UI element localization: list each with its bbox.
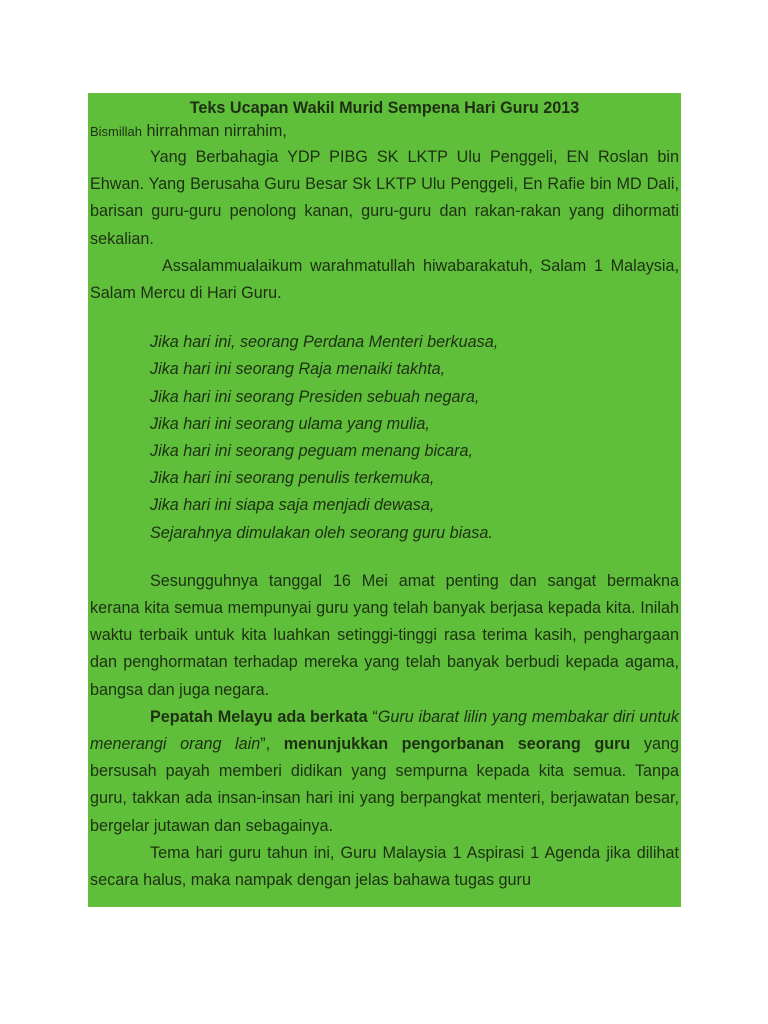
salutation: [90, 119, 679, 144]
salutation-bismillah: Bismillah: [90, 124, 143, 139]
document-page: [88, 93, 681, 907]
poem-line: Jika hari ini seorang Raja menaiki takhta,: [150, 360, 446, 379]
document-body: [90, 97, 679, 894]
pepatah-rest: yang bersusah payah memberi didikan yang sempurna kepada kita semua. Tanpa guru, takkan ada insan-insan hari ini yang berpangkat menteri, berjawatan besar, bergelar jutawan dan sebagainya.: [90, 735, 679, 835]
quote-open: “: [367, 707, 378, 726]
pepatah-quote: Guru ibarat lilin yang membakar diri untuk menerangi orang lain: [90, 707, 680, 754]
paragraph-salam: Assalammualaikum warahmatullah hiwabarakatuh, Salam 1 Malaysia, Salam Mercu di Hari Guru.: [90, 256, 679, 303]
poem-line: Jika hari ini seorang Presiden sebuah negara,: [150, 387, 480, 406]
salutation-rest: hirrahman nirrahim,: [142, 122, 287, 140]
document-title: Teks Ucapan Wakil Murid Sempena Hari Guru 2013: [189, 99, 580, 117]
paragraph-tema: Tema hari guru tahun ini, Guru Malaysia 1 Aspirasi 1 Agenda jika dilihat secara halus, maka nampak dengan jelas bahawa tugas guru: [90, 843, 679, 890]
paragraph-tanggal: Sesungguhnya tanggal 16 Mei amat penting dan sangat bermakna kerana kita semua mempunyai guru yang telah banyak berjasa kepada kita. Inilah waktu terbaik untuk kita luahkan setinggi-tinggi rasa terima kasih, penghargaan dan penghormatan terhadap mereka yang telah banyak berbudi kepada agama, bangsa dan juga negara.: [90, 571, 679, 699]
paragraph-pepatah: [90, 704, 679, 840]
pepatah-emphasis: menunjukkan pengorbanan seorang guru: [270, 735, 631, 754]
poem-line: Sejarahnya dimulakan oleh seorang guru biasa.: [150, 523, 493, 542]
quote-close: ”,: [260, 735, 271, 754]
paragraph-greeting: Yang Berbahagia YDP PIBG SK LKTP Ulu Penggeli, EN Roslan bin Ehwan. Yang Berusaha Guru Besar Sk LKTP Ulu Penggeli, En Rafie bin MD Dali, barisan guru-guru penolong kanan, guru-guru dan rakan-rakan yang dihormati sekalian.: [90, 148, 679, 248]
pepatah-intro: Pepatah Melayu ada berkata: [150, 707, 368, 726]
poem-line: Jika hari ini seorang peguam menang bicara,: [150, 442, 474, 461]
poem-line: Jika hari ini seorang ulama yang mulia,: [150, 414, 430, 433]
poem-line: Jika hari ini siapa saja menjadi dewasa,: [150, 496, 435, 515]
poem: [90, 329, 679, 547]
poem-line: Jika hari ini seorang penulis terkemuka,: [150, 469, 435, 488]
poem-line: Jika hari ini, seorang Perdana Menteri berkuasa,: [150, 333, 499, 352]
